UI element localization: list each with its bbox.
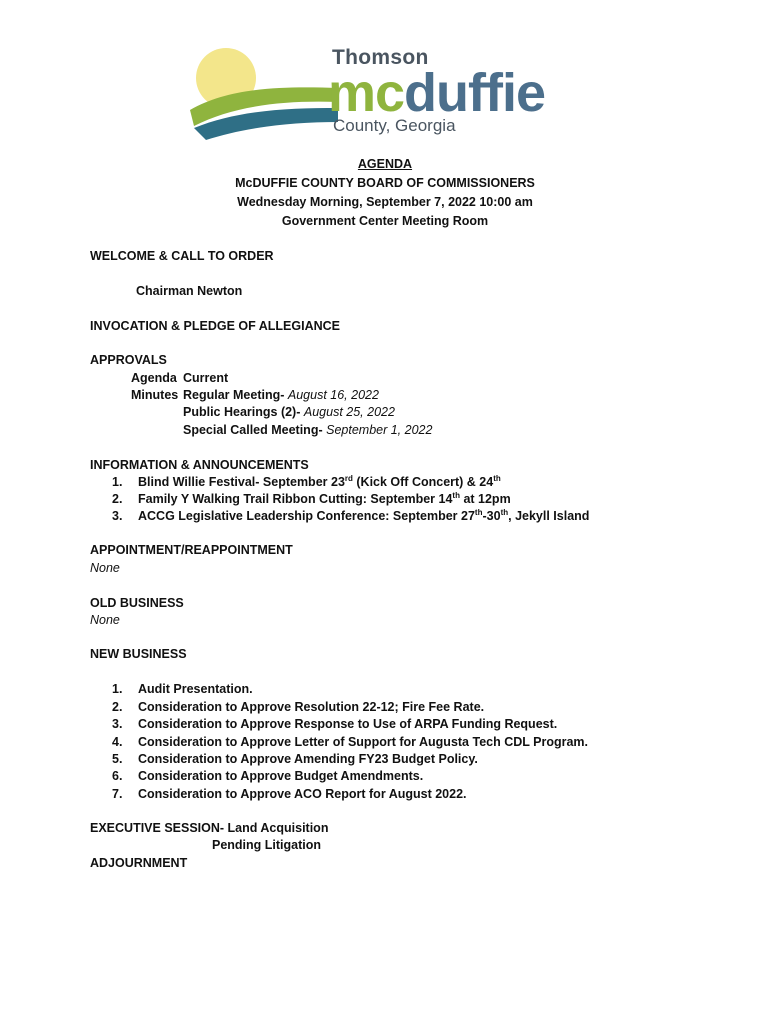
approvals-agenda-label: Agenda xyxy=(131,371,177,385)
item-number: 7. xyxy=(112,787,123,801)
business-item xyxy=(112,716,557,732)
item-text: Consideration to Approve Response to Use of ARPA Funding Request. xyxy=(138,717,558,731)
meeting-datetime: Wednesday Morning, September 7, 2022 10:00 am xyxy=(237,195,533,209)
business-item xyxy=(112,681,253,697)
org-name: McDUFFIE COUNTY BOARD OF COMMISSIONERS xyxy=(235,176,535,190)
section-invocation: INVOCATION & PLEDGE OF ALLEGIANCE xyxy=(90,319,341,333)
logo-text-thomson: Thomson xyxy=(332,46,429,69)
section-old-business: OLD BUSINESS xyxy=(90,596,184,610)
item-text: Consideration to Approve ACO Report for August 2022. xyxy=(138,787,467,801)
logo-text-mcduffie xyxy=(328,62,545,124)
item-text: Consideration to Approve Resolution 22-12; Fire Fee Rate. xyxy=(138,700,485,714)
item-number: 1. xyxy=(112,682,123,696)
section-information: INFORMATION & ANNOUNCEMENTS xyxy=(90,458,309,472)
meeting-location: Government Center Meeting Room xyxy=(281,214,489,228)
logo-text-county: County, Georgia xyxy=(333,116,456,135)
item-text: (Kick Off Concert) & 24 xyxy=(352,475,494,489)
item-text: Family Y Walking Trail Ribbon Cutting: September 14 xyxy=(138,492,453,506)
section-adjournment: ADJOURNMENT xyxy=(90,856,188,870)
item-sup: th xyxy=(493,473,501,483)
item-text: -30 xyxy=(482,509,501,523)
announcement-item xyxy=(112,474,501,490)
county-logo xyxy=(188,48,588,140)
announcement-item xyxy=(112,491,511,507)
minutes-item-date: August 16, 2022 xyxy=(287,388,379,402)
item-sup: th xyxy=(500,507,509,517)
item-text: ACCG Legislative Leadership Conference: September 27 xyxy=(138,509,475,523)
item-text: Consideration to Approve Letter of Support for Augusta Tech CDL Program. xyxy=(138,735,589,749)
item-text: Consideration to Approve Amending FY23 Budget Policy. xyxy=(138,752,478,766)
chairman-name: Chairman Newton xyxy=(136,284,243,298)
business-item xyxy=(112,751,478,767)
item-text: Consideration to Approve Budget Amendments. xyxy=(138,769,424,783)
approvals-minutes-label: Minutes xyxy=(131,388,179,402)
minutes-item-label: Public Hearings (2)- xyxy=(183,405,301,419)
item-text: Audit Presentation. xyxy=(138,682,253,696)
old-business-value: None xyxy=(90,613,120,627)
minutes-item xyxy=(183,404,395,420)
business-item xyxy=(112,699,484,715)
item-text: at 12pm xyxy=(459,492,511,506)
executive-session-item: Pending Litigation xyxy=(212,838,322,852)
section-new-business: NEW BUSINESS xyxy=(90,647,187,661)
section-executive-session: EXECUTIVE SESSION- Land Acquisition xyxy=(90,821,329,835)
appointment-value: None xyxy=(90,561,120,575)
business-item xyxy=(112,734,588,750)
item-text: , Jekyll Island xyxy=(508,509,590,523)
minutes-item-date: September 1, 2022 xyxy=(326,423,433,437)
item-number: 2. xyxy=(112,492,123,506)
minutes-item xyxy=(183,387,379,403)
item-number: 3. xyxy=(112,717,123,731)
business-item xyxy=(112,768,423,784)
minutes-item xyxy=(183,422,432,438)
item-number: 6. xyxy=(112,769,123,783)
section-approvals: APPROVALS xyxy=(90,353,167,367)
item-sup: th xyxy=(452,490,460,500)
item-sup: rd xyxy=(344,473,353,483)
minutes-item-label: Special Called Meeting- xyxy=(183,423,323,437)
agenda-title: AGENDA xyxy=(357,157,413,171)
minutes-item-label: Regular Meeting- xyxy=(183,388,285,402)
item-sup: th xyxy=(474,507,483,517)
minutes-item-date: August 25, 2022 xyxy=(303,405,395,419)
approvals-agenda-value: Current xyxy=(183,371,229,385)
logo-text-duffie: duffie xyxy=(404,63,546,123)
logo-text-mc: mc xyxy=(328,63,405,123)
item-number: 1. xyxy=(112,475,123,489)
item-number: 5. xyxy=(112,752,123,766)
announcement-item xyxy=(112,508,589,524)
item-number: 4. xyxy=(112,735,123,749)
item-number: 3. xyxy=(112,509,123,523)
item-number: 2. xyxy=(112,700,123,714)
section-welcome: WELCOME & CALL TO ORDER xyxy=(90,249,274,263)
item-text: Blind Willie Festival- September 23 xyxy=(138,475,345,489)
section-appointment: APPOINTMENT/REAPPOINTMENT xyxy=(90,543,293,557)
business-item xyxy=(112,786,467,802)
